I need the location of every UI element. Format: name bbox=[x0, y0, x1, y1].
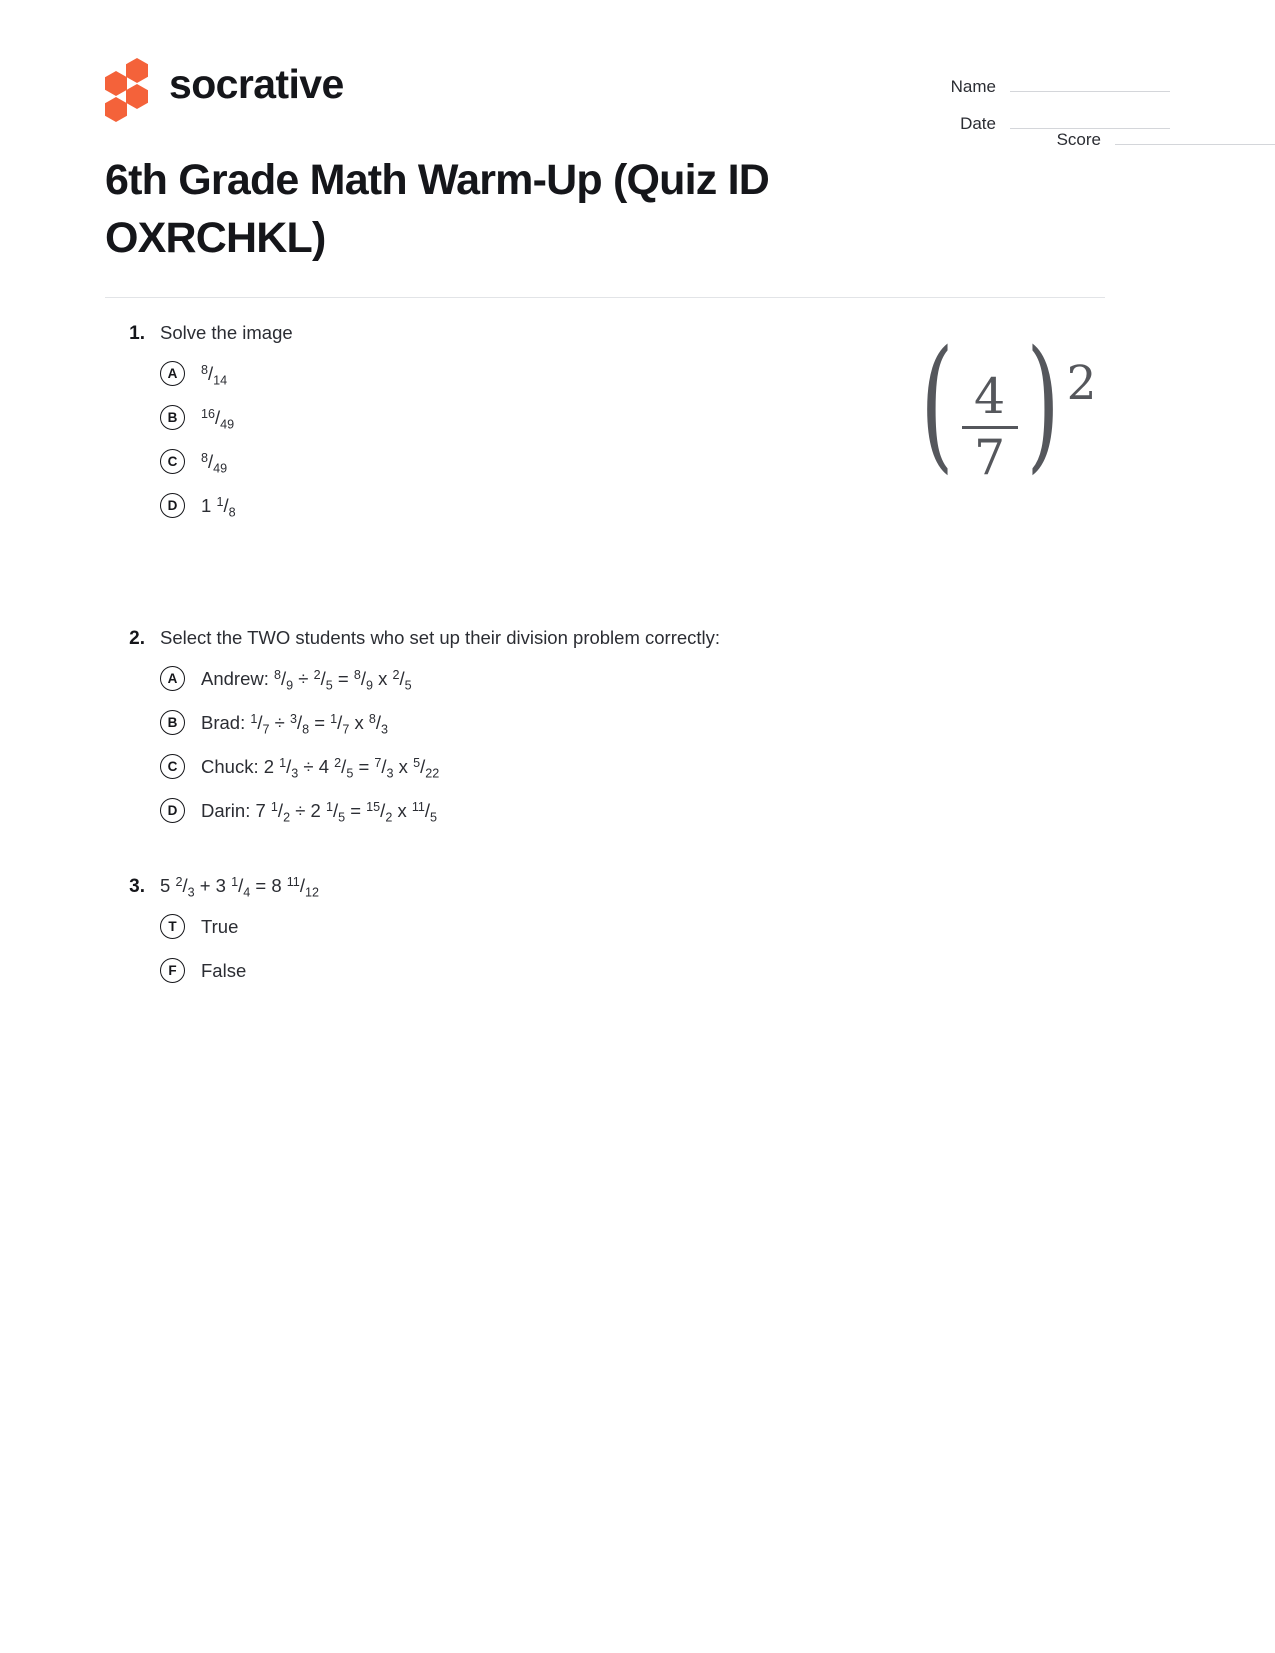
hexagon-top-right bbox=[126, 58, 148, 83]
question-3-text: 5 $^2/_3 + 3$ $^1/_4 = 8$ $^{11}/_{12}$ bbox=[160, 874, 319, 900]
option-2-d-text: Darin: 7 $^1/_2 \div 2$ $^1/_5 = ^{15}/_2$ x $^{11}/_5$ bbox=[201, 799, 438, 825]
option-2-a[interactable] bbox=[105, 665, 1105, 693]
option-2-b[interactable] bbox=[105, 709, 1105, 737]
option-3-false[interactable] bbox=[105, 957, 1105, 985]
option-bubble-a[interactable]: A bbox=[160, 361, 185, 386]
math-denominator: 7 bbox=[973, 429, 1006, 486]
score-input-line[interactable] bbox=[1115, 125, 1275, 145]
fraction: $^2/_5$ bbox=[392, 667, 412, 693]
page-title: 6th Grade Math Warm-Up (Quiz ID OXRCHKL) bbox=[105, 156, 770, 262]
option-2-b-text: Brad: $^1/_7 \div ^3/_8 = ^1/_7$ x $^8/_3$ bbox=[201, 711, 388, 737]
option-bubble-b[interactable]: B bbox=[160, 710, 185, 735]
questions-container bbox=[105, 320, 1105, 1029]
fraction: $^1/_7$ bbox=[250, 711, 270, 737]
fraction: $^8/_{49}$ bbox=[201, 450, 228, 476]
option-bubble-b[interactable]: B bbox=[160, 405, 185, 430]
fraction: $^1/_4$ bbox=[231, 874, 251, 900]
fraction: $^1/_5$ bbox=[325, 799, 346, 825]
socrative-logo bbox=[105, 58, 344, 110]
hexagon-middle-right bbox=[126, 84, 148, 109]
hexagon-middle-left bbox=[105, 71, 127, 96]
score-field-row bbox=[955, 125, 1275, 150]
option-3-true[interactable] bbox=[105, 913, 1105, 941]
question-2-text: Select the TWO students who set up their division problem correctly: bbox=[160, 626, 721, 648]
question-3-number: 3. bbox=[129, 875, 145, 897]
question-3 bbox=[105, 873, 1105, 985]
option-bubble-d[interactable]: D bbox=[160, 493, 185, 518]
name-label: Name bbox=[950, 77, 996, 96]
question-3-options bbox=[105, 913, 1105, 985]
option-bubble-f[interactable]: F bbox=[160, 958, 185, 983]
fraction: $^1/_7$ bbox=[330, 711, 350, 737]
question-2-options bbox=[105, 665, 1105, 825]
fraction: $^1/_2$ bbox=[270, 799, 291, 825]
option-1-b-text bbox=[201, 406, 234, 430]
date-label: Date bbox=[960, 114, 996, 133]
fraction: $^2/_5$ bbox=[313, 667, 333, 693]
math-expression bbox=[914, 318, 1097, 488]
fraction: $^2/_5$ bbox=[334, 755, 354, 781]
score-label: Score bbox=[1056, 130, 1101, 149]
fraction: $^{15}/_2$ bbox=[366, 799, 393, 825]
header-divider bbox=[105, 297, 1105, 298]
worksheet-header bbox=[0, 0, 1275, 262]
math-exponent: 2 bbox=[1066, 356, 1097, 412]
socrative-hexagon-icon bbox=[105, 58, 153, 110]
fraction: $^7/_3$ bbox=[374, 755, 394, 781]
option-2-a-text: Andrew: $^8/_9 \div ^2/_5 = ^8/_9$ x $^2/_5$ bbox=[201, 667, 412, 693]
option-bubble-t[interactable]: T bbox=[160, 914, 185, 939]
question-1-text: Solve the image bbox=[160, 322, 293, 343]
fraction: $^2/_3$ bbox=[175, 874, 195, 900]
fraction: $^1/_3$ bbox=[279, 755, 299, 781]
question-1 bbox=[105, 320, 1105, 520]
option-1-c-text bbox=[201, 450, 227, 474]
question-2-header bbox=[105, 625, 1105, 651]
option-2-c-text: Chuck: 2 $^1/_3 \div 4$ $^2/_5 = ^7/_3$ x $^5/_{22}$ bbox=[201, 755, 440, 781]
fraction: $^5/_{22}$ bbox=[413, 755, 440, 781]
option-1-d-text: 1 $^1/_8$ bbox=[201, 494, 236, 520]
fraction: $^1/_8$ bbox=[216, 494, 236, 520]
hexagon-bottom-left bbox=[105, 97, 127, 122]
brand-wordmark: socrative bbox=[169, 60, 344, 107]
option-bubble-c[interactable]: C bbox=[160, 754, 185, 779]
fraction: $^8/_9$ bbox=[274, 667, 294, 693]
option-1-a-text bbox=[201, 362, 227, 386]
fraction: $^{11}/_5$ bbox=[411, 799, 438, 825]
right-paren: ) bbox=[1025, 318, 1060, 488]
question-2 bbox=[105, 625, 1105, 825]
option-bubble-a[interactable]: A bbox=[160, 666, 185, 691]
left-paren: ( bbox=[919, 318, 954, 488]
question-2-number: 2. bbox=[129, 627, 145, 649]
fraction: $^{11}/_{12}$ bbox=[286, 874, 319, 900]
fraction: $^8/_9$ bbox=[353, 667, 373, 693]
fraction: $^8/_3$ bbox=[368, 711, 388, 737]
fraction: $^3/_8$ bbox=[289, 711, 310, 737]
question-3-header bbox=[105, 873, 1105, 899]
math-numerator: 4 bbox=[973, 368, 1006, 426]
name-input-line[interactable] bbox=[1010, 72, 1170, 92]
option-3-false-text: False bbox=[201, 959, 247, 981]
question-1-math-image bbox=[905, 318, 1105, 497]
name-field-row bbox=[850, 72, 1170, 97]
option-2-c[interactable] bbox=[105, 753, 1105, 781]
math-fraction bbox=[962, 368, 1018, 486]
option-3-true-text: True bbox=[201, 915, 239, 937]
option-bubble-d[interactable]: D bbox=[160, 798, 185, 823]
question-1-number: 1. bbox=[129, 323, 145, 344]
option-bubble-c[interactable]: C bbox=[160, 449, 185, 474]
fraction: $^{16}/_{49}$ bbox=[201, 406, 235, 432]
option-2-d[interactable] bbox=[105, 797, 1105, 825]
fraction: $^8/_{14}$ bbox=[201, 362, 228, 388]
